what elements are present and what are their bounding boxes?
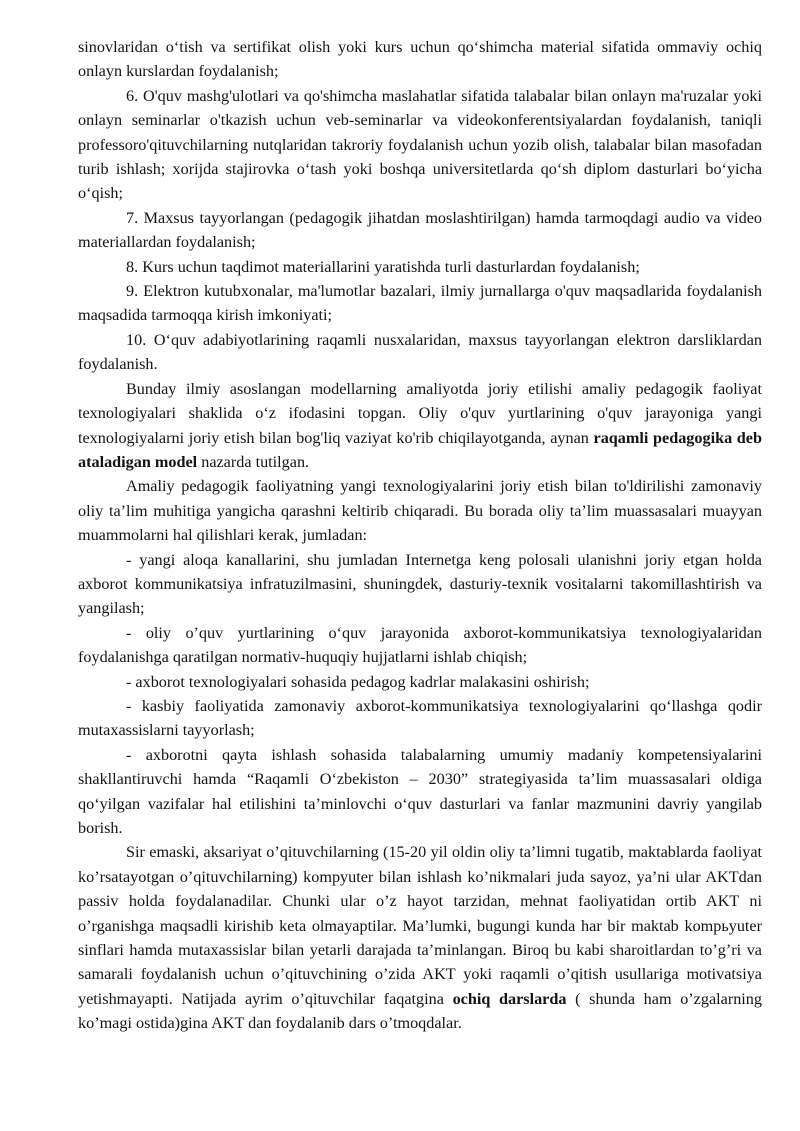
list-item-normative-documents: - oliy o’quv yurtlarining o‘quv jarayonida axborot-kommunikatsiya texnologiyalaridan foydalanishga qaratilgan normativ-huquqiy hujjatlarni ishlab chiqish; [78,623,762,667]
paragraph-mooc-continuation: sinovlaridan o‘tish va sertifikat olish yoki kurs uchun qo‘shimcha material sifatida ommaviy ochiq onlayn kurslardan foydalanish; [78,38,762,81]
paragraph-text-pre: Bunday ilmiy asoslangan modellarning amaliyotda joriy etilishi amaliy pedagogik faoliyat texnologiyalari shaklida o‘z ifodasini topgan. Oliy o'quv yurtlarining o'quv jarayoniga yangi texnologiyalarni joriy etish bilan bog'liq vaziyat ko'rib chiqilayotganda, aynan [78,379,762,447]
paragraph-text-post: ( shunda ham o’zgalarning ko’magi ostida)gina AKT dan foydalanib dars o’tmoqdalar. [78,989,762,1033]
list-item-communication-channels: - yangi aloqa kanallarini, shu jumladan Internetga keng polosali ulanishni joriy etgan holda axborot kommunikatsiya infratuzilmasini, shuningdek, dasturiy-texnik vositalarni takomillashtirish va yangilash; [78,550,762,618]
paragraph-item-8: 8. Kurs uchun taqdimot materiallarini yaratishda turli dasturlardan foydalanish; [126,257,640,276]
list-item-curriculum-update: - axborotni qayta ishlash sohasida talabalarning umumiy madaniy kompetensiyalarini shakllantiruvchi hamda “Raqamli O‘zbekiston – 2030” strategiyasida ta’lim muassasalari oldiga qo‘yilgan vazifalar hal etilishini ta’minlovchi o‘quv dasturlari va fanlar mazmunini davriy yangilab borish. [78,745,762,837]
bold-term-digital-pedagogy: raqamli pedagogika deb ataladigan model [78,428,762,471]
paragraph-text-pre: Sir emaski, aksariyat o’qituvchilarning (15-20 yil oldin oliy ta’limni tugatib, maktablarda faoliyat ko’rsatayotgan o’qituvchilarning) kompyuter bilan ishlash ko’nikmalari juda sayoz, ya’ni ular AKTdan passiv holda foydalanadilar. Chunki ular o’z hayot tarzidan, mehnat faoliyatidan ortib AKT ni o’rganishga maqsadli kirishib keta olmayaptilar. Ma’lumki, bugungi kunda har bir maktab kompьyuter sinflari hamda mutaxassislar bilan yetarli darajada ta’minlangan. Biroq bu kabi sharoitlardan to’g’ri va samarali foydalanish uchun o’qituvchining o’zida AKT yoki raqamli o’qitish usullariga motivatsiya yetishmayapti. Natijada ayrim o’qituvchilar faqatgina [78,843,762,1008]
paragraph-teacher-ict-skills [78,840,762,1035]
paragraph-item-7: 7. Maxsus tayyorlangan (pedagogik jihatdan moslashtirilgan) hamda tarmoqdagi audio va video materiallardan foydalanish; [78,208,762,252]
paragraph-digital-pedagogy-model [78,377,762,475]
document-page [78,35,762,1036]
paragraph-item-10: 10. O‘quv adabiyotlarining raqamli nusxalaridan, maxsus tayyorlangan elektron darsliklardan foydalanish. [78,330,762,374]
bold-term-open-lessons: ochiq darslarda [452,989,567,1008]
list-item-specialist-training: - kasbiy faoliyatida zamonaviy axborot-kommunikatsiya texnologiyalarini qo‘llashga qodir mutaxassislarni tayyorlash; [78,696,762,740]
paragraph-item-6: 6. O'quv mashg'ulotlari va qo'shimcha maslahatlar sifatida talabalar bilan onlayn ma'ruzalar yoki onlayn seminarlar o'tkazish uchun veb-seminarlar va videokonferentsiyalardan foydalanish, taniqli professoro'qituvchilarning nutqlaridan takroriy foydalanish uchun yozib olish, talabalar bilan masofadan turib ishlash; xorijda stajirovka o‘tash yoki boshqa universitetlarda qo‘sh diplom dasturlari bo‘yicha o‘qish; [78,86,762,203]
paragraph-higher-education-tasks: Amaliy pedagogik faoliyatning yangi texnologiyalarini joriy etish bilan to'ldirilishi zamonaviy oliy ta’lim muhitiga yangicha qarashni keltirib chiqaradi. Bu borada oliy ta’lim muassasalari muayyan muammolarni hal qilishlari kerak, jumladan: [78,477,762,545]
paragraph-text-post: nazarda tutilgan. [197,452,310,471]
list-item-teacher-qualification: - axborot texnologiyalari sohasida pedagog kadrlar malakasini oshirish; [126,672,590,691]
paragraph-item-9: 9. Elektron kutubxonalar, ma'lumotlar bazalari, ilmiy jurnallarga o'quv maqsadlarida foydalanish maqsadida tarmoqqa kirish imkoniyati; [78,282,762,325]
